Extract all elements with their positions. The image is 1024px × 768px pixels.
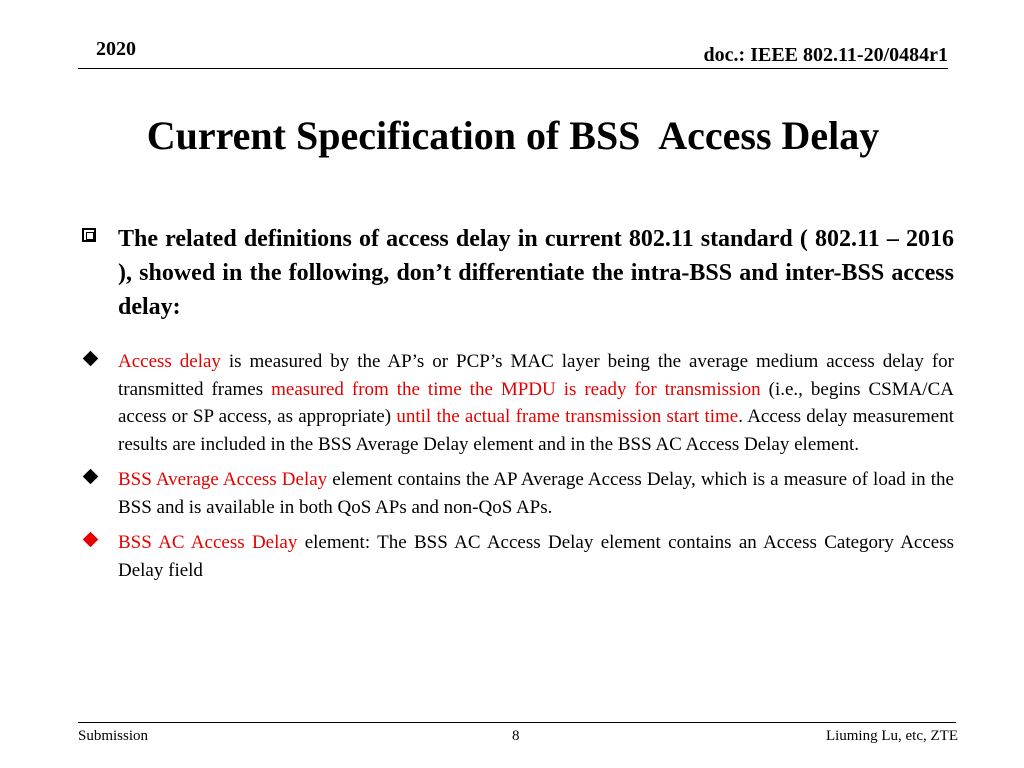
bullet-text-segment: . Access delay measurement results are included in the BSS Average Delay element and in the BSS AC Access Delay element. — [118, 406, 954, 455]
header-year: 2020 — [96, 38, 136, 60]
intro-block — [82, 222, 954, 324]
footer-page-number: 8 — [512, 728, 520, 744]
bullet-term-bss-ac-access-delay: BSS AC Access Delay — [118, 532, 298, 553]
bullet-term-access-delay: Access delay — [118, 351, 221, 372]
bullet-item — [82, 529, 954, 584]
bullet-item — [82, 466, 954, 521]
bullet-text — [118, 529, 954, 584]
bullet-text — [118, 348, 954, 458]
footer-submission: Submission — [78, 728, 149, 744]
bullet-text-segment: (i.e., begins CSMA/CA access or SP access, as appropriate) — [118, 378, 954, 427]
header-doc-id: doc.: IEEE 802.11-20/0484r1 — [703, 44, 948, 66]
diamond-bullet-icon — [83, 469, 99, 485]
slide-title: Current Specification of BSS Access Delay — [146, 113, 880, 158]
bullet-highlight-segment: until the actual frame transmission start time — [396, 406, 739, 427]
bullet-highlight-segment: measured from the time the MPDU is ready for transmission — [271, 378, 761, 400]
bullet-item — [82, 348, 954, 458]
bullet-text-segment: element contains the AP Average Access Delay, which is a measure of load in the BSS and is available in both QoS APs and non-QoS APs. — [118, 469, 954, 518]
diamond-bullet-icon — [83, 532, 99, 548]
header-divider — [78, 68, 948, 69]
intro-text: The related definitions of access delay in current 802.11 standard ( 802.11 – 2016 ), showed in the following, don’t differentiate the intra-BSS and inter-BSS access delay: — [118, 226, 954, 320]
bullet-text-segment: is measured by the AP’s or PCP’s MAC layer being the average medium access delay for transmitted frames — [118, 351, 954, 400]
bullet-text — [118, 466, 954, 521]
square-bullet-icon — [82, 228, 96, 242]
footer-divider — [78, 722, 956, 723]
bullet-term-bss-average-access-delay: BSS Average Access Delay — [118, 469, 328, 490]
bullet-list — [82, 348, 954, 592]
diamond-bullet-icon — [83, 351, 99, 367]
footer-author: Liuming Lu, etc, ZTE — [825, 728, 958, 744]
bullet-text-segment: element: The BSS AC Access Delay element contains an Access Category Access Delay field — [118, 532, 954, 581]
